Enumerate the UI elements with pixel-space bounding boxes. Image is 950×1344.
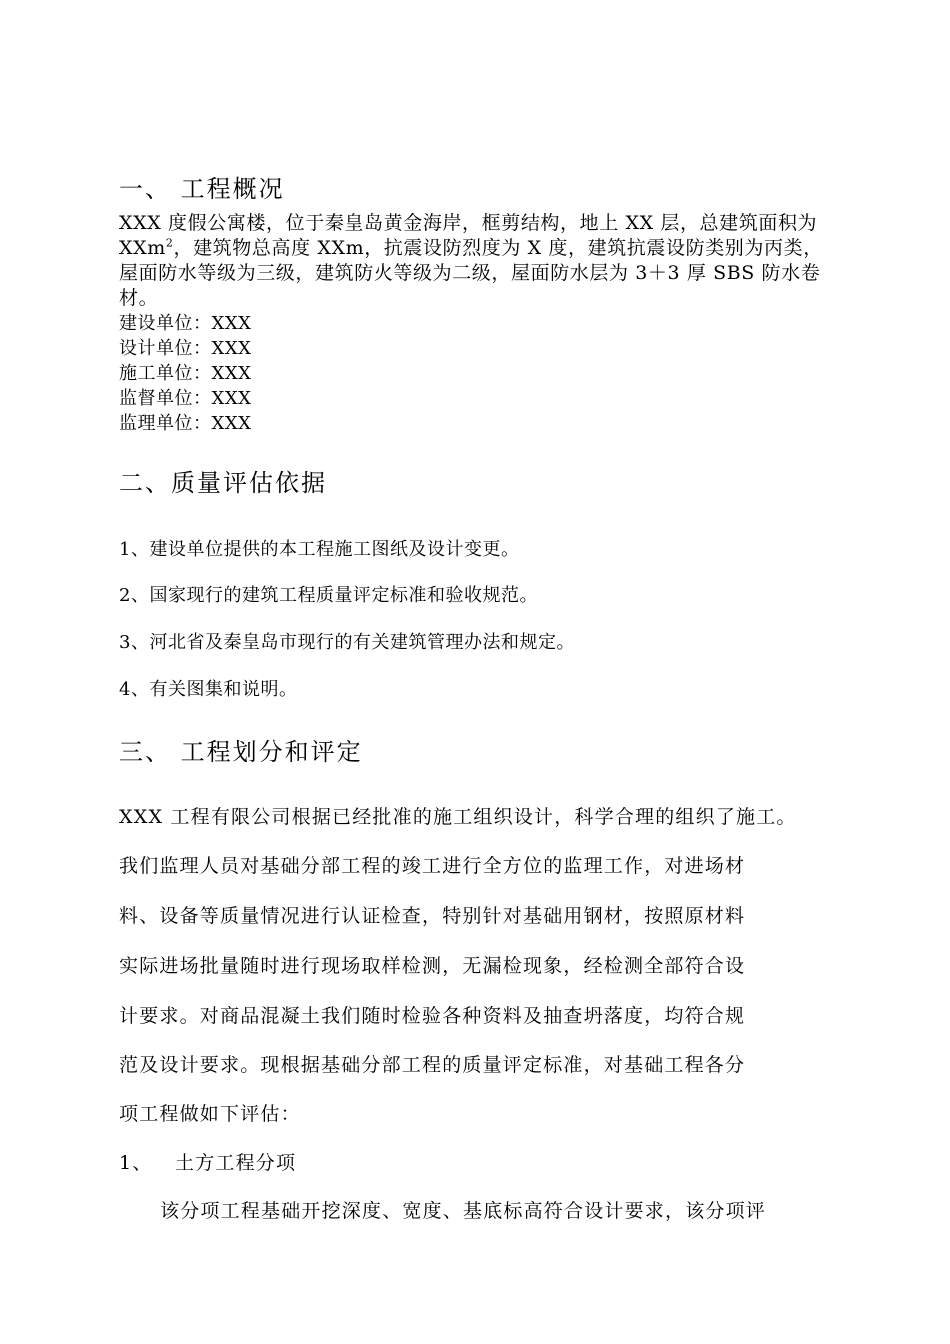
assessment-line-2: 我们监理人员对基础分部工程的竣工进行全方位的监理工作，对进场材: [119, 855, 746, 877]
subitem-text: 该分项工程基础开挖深度、宽度、基底标高符合设计要求，该分项评: [160, 1200, 767, 1222]
assessment-line-1: XXX 工程有限公司根据已经批准的施工组织设计，科学合理的组织了施工。: [119, 806, 797, 828]
superscript-2: 2: [165, 236, 174, 250]
subitem-title: 土方工程分项: [175, 1152, 297, 1174]
section3-heading: 三、 工程划分和评定: [119, 738, 363, 766]
project-overview-paragraph: [119, 211, 839, 311]
basis-item-4: 4、有关图集和说明。: [119, 679, 298, 700]
section1-heading: 一、 工程概况: [119, 175, 285, 203]
section2-heading: 二、质量评估依据: [119, 469, 327, 497]
assessment-line-4: 实际进场批量随时进行现场取样检测，无漏检现象，经检测全部符合设: [119, 955, 746, 977]
assessment-line-5: 计要求。对商品混凝土我们随时检验各种资料及抽查坍落度，均符合规: [119, 1005, 746, 1027]
basis-item-2: 2、国家现行的建筑工程质量评定标准和验收规范。: [119, 585, 538, 606]
assessment-line-3: 料、设备等质量情况进行认证检查，特别针对基础用钢材，按照原材料: [119, 905, 746, 927]
unit-construction-owner: 建设单位：XXX: [119, 313, 252, 334]
overview-text-a: XXX 度假公寓楼，位于秦皇岛黄金海岸，框剪结构，地上 XX 层，总建筑面积为 XXm: [119, 212, 818, 259]
subitem-heading: [119, 1150, 296, 1176]
unit-designer: 设计单位：XXX: [119, 338, 252, 359]
overview-text-b: ，建筑物总高度 XXm，抗震设防烈度为 X 度，建筑抗震设防类别为丙类，屋面防水等级为三级，建筑防火等级为二级，屋面防水层为 3＋3 厚 SBS 防水卷材。: [119, 237, 823, 309]
unit-contractor: 施工单位：XXX: [119, 363, 252, 384]
assessment-line-7: 项工程做如下评估：: [119, 1103, 301, 1125]
basis-item-1: 1、建设单位提供的本工程施工图纸及设计变更。: [119, 539, 520, 560]
unit-supervisor: 监督单位：XXX: [119, 388, 252, 409]
subitem-number: 1、: [119, 1152, 153, 1174]
assessment-line-6: 范及设计要求。现根据基础分部工程的质量评定标准，对基础工程各分: [119, 1054, 746, 1076]
unit-inspector: 监理单位：XXX: [119, 413, 252, 434]
basis-item-3: 3、河北省及秦皇岛市现行的有关建筑管理办法和规定。: [119, 632, 575, 653]
